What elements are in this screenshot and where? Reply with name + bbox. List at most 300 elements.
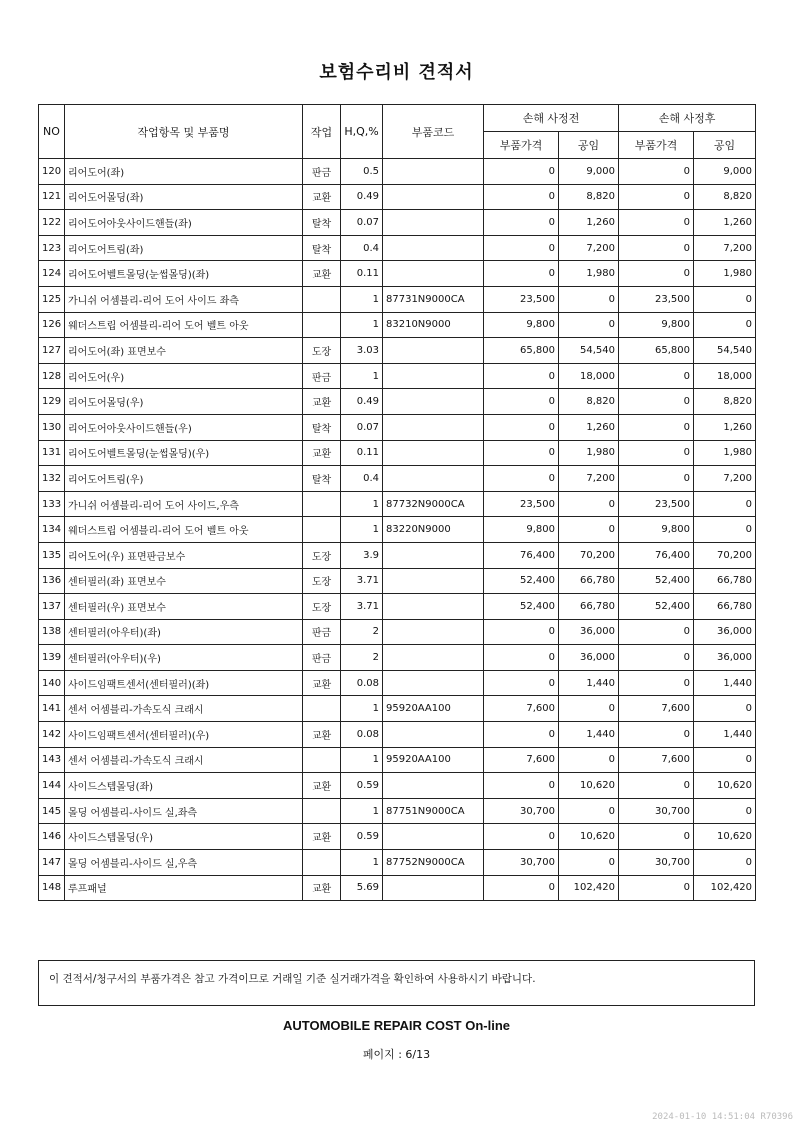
row-before-labor: 1,980 [559,440,619,466]
header-before-part-price: 부품가격 [484,132,559,159]
row-part-code: 95920AA100 [383,747,484,773]
row-part-code [383,159,484,185]
row-after-labor: 66,780 [694,594,756,620]
row-before-labor: 0 [559,312,619,338]
price-notice: 이 견적서/청구서의 부품가격은 참고 가격이므로 거래일 기준 실거래가격을 확인하여 사용하시기 바랍니다. [38,960,755,1006]
row-no: 126 [39,312,65,338]
row-work [303,850,341,876]
row-item-name: 웨더스트립 어셈블리-리어 도어 벨트 아웃 [65,517,303,543]
row-hq: 3.71 [341,594,383,620]
table-row [39,363,756,389]
header-before-labor: 공임 [559,132,619,159]
row-before-part-price: 9,800 [484,517,559,543]
row-after-part-price: 30,700 [619,850,694,876]
row-before-part-price: 0 [484,440,559,466]
row-item-name: 몰딩 어셈블리-사이드 실,우측 [65,850,303,876]
row-part-code [383,645,484,671]
row-part-code [383,824,484,850]
row-after-labor: 36,000 [694,619,756,645]
row-hq: 0.07 [341,210,383,236]
row-part-code [383,619,484,645]
row-after-labor: 0 [694,491,756,517]
table-row [39,491,756,517]
row-part-code [383,542,484,568]
table-row [39,517,756,543]
row-hq: 2 [341,619,383,645]
row-before-labor: 0 [559,696,619,722]
row-no: 127 [39,338,65,364]
row-work: 탈착 [303,210,341,236]
row-before-part-price: 0 [484,235,559,261]
row-work [303,798,341,824]
row-work: 교환 [303,773,341,799]
row-part-code [383,568,484,594]
row-hq: 3.71 [341,568,383,594]
row-before-part-price: 23,500 [484,286,559,312]
row-before-part-price: 0 [484,645,559,671]
row-after-labor: 0 [694,850,756,876]
row-item-name: 사이드임팩트센서(센터필러)(좌) [65,670,303,696]
header-item: 작업항목 및 부품명 [65,105,303,159]
row-before-part-price: 76,400 [484,542,559,568]
row-hq: 3.9 [341,542,383,568]
table-row [39,875,756,901]
row-work: 도장 [303,568,341,594]
row-hq: 1 [341,517,383,543]
table-row [39,594,756,620]
header-before-assessment: 손해 사정전 [484,105,619,132]
row-after-labor: 36,000 [694,645,756,671]
row-before-part-price: 65,800 [484,338,559,364]
row-after-labor: 1,440 [694,722,756,748]
row-work: 교환 [303,875,341,901]
row-part-code [383,773,484,799]
table-row [39,850,756,876]
row-work: 탈착 [303,466,341,492]
row-work: 교환 [303,824,341,850]
row-item-name: 리어도어아웃사이드핸들(우) [65,414,303,440]
row-after-part-price: 7,600 [619,696,694,722]
row-after-part-price: 0 [619,159,694,185]
row-before-labor: 66,780 [559,568,619,594]
row-before-part-price: 30,700 [484,798,559,824]
row-before-labor: 36,000 [559,645,619,671]
row-before-labor: 18,000 [559,363,619,389]
row-hq: 1 [341,696,383,722]
row-part-code [383,875,484,901]
table-row [39,286,756,312]
row-after-part-price: 9,800 [619,312,694,338]
row-no: 123 [39,235,65,261]
row-item-name: 센터필러(아우터)(우) [65,645,303,671]
row-before-part-price: 0 [484,670,559,696]
row-before-part-price: 7,600 [484,696,559,722]
row-before-part-price: 0 [484,159,559,185]
row-after-part-price: 0 [619,389,694,415]
row-no: 146 [39,824,65,850]
row-before-labor: 8,820 [559,389,619,415]
row-hq: 0.49 [341,184,383,210]
row-after-part-price: 0 [619,645,694,671]
table-row [39,184,756,210]
row-before-part-price: 0 [484,184,559,210]
row-no: 122 [39,210,65,236]
row-before-part-price: 0 [484,773,559,799]
row-before-part-price: 0 [484,722,559,748]
table-row [39,773,756,799]
row-after-labor: 1,260 [694,210,756,236]
row-after-part-price: 0 [619,466,694,492]
row-hq: 0.07 [341,414,383,440]
row-before-labor: 10,620 [559,773,619,799]
row-hq: 2 [341,645,383,671]
row-before-labor: 1,440 [559,670,619,696]
row-after-labor: 102,420 [694,875,756,901]
table-row [39,568,756,594]
row-no: 129 [39,389,65,415]
row-before-labor: 0 [559,850,619,876]
row-no: 132 [39,466,65,492]
row-after-part-price: 0 [619,670,694,696]
row-before-labor: 70,200 [559,542,619,568]
row-part-code [383,414,484,440]
row-work [303,517,341,543]
row-after-part-price: 9,800 [619,517,694,543]
row-no: 142 [39,722,65,748]
table-row [39,619,756,645]
row-hq: 1 [341,363,383,389]
row-part-code [383,363,484,389]
row-after-labor: 8,820 [694,389,756,415]
row-work: 판금 [303,363,341,389]
row-work: 교환 [303,389,341,415]
row-item-name: 리어도어아웃사이드핸들(좌) [65,210,303,236]
row-item-name: 리어도어(우) 표면판금보수 [65,542,303,568]
row-after-labor: 66,780 [694,568,756,594]
row-hq: 3.03 [341,338,383,364]
footer-title: AUTOMOBILE REPAIR COST On-line [282,1018,511,1033]
row-item-name: 사이드임팩트센서(센터필러)(우) [65,722,303,748]
row-after-part-price: 23,500 [619,286,694,312]
row-before-part-price: 52,400 [484,568,559,594]
row-item-name: 센터필러(아우터)(좌) [65,619,303,645]
row-before-part-price: 0 [484,414,559,440]
row-part-code: 83220N9000 [383,517,484,543]
row-part-code [383,440,484,466]
row-hq: 1 [341,491,383,517]
row-item-name: 리어도어몰딩(우) [65,389,303,415]
table-row [39,722,756,748]
row-before-labor: 1,260 [559,210,619,236]
row-before-labor: 0 [559,798,619,824]
row-no: 139 [39,645,65,671]
table-row [39,210,756,236]
row-after-part-price: 0 [619,184,694,210]
row-hq: 1 [341,312,383,338]
row-no: 144 [39,773,65,799]
row-part-code: 87731N9000CA [383,286,484,312]
row-before-labor: 1,980 [559,261,619,287]
row-after-part-price: 7,600 [619,747,694,773]
row-part-code [383,594,484,620]
header-work: 작업 [303,105,341,159]
row-item-name: 사이드스텝몰딩(좌) [65,773,303,799]
table-row [39,389,756,415]
row-hq: 1 [341,286,383,312]
table-row [39,696,756,722]
row-no: 136 [39,568,65,594]
row-after-labor: 18,000 [694,363,756,389]
row-before-part-price: 0 [484,261,559,287]
row-part-code [383,389,484,415]
row-part-code [383,670,484,696]
row-hq: 1 [341,850,383,876]
row-hq: 0.4 [341,235,383,261]
row-after-labor: 0 [694,312,756,338]
row-no: 120 [39,159,65,185]
row-no: 147 [39,850,65,876]
row-no: 134 [39,517,65,543]
row-before-part-price: 7,600 [484,747,559,773]
row-after-part-price: 0 [619,722,694,748]
row-work [303,491,341,517]
row-work: 도장 [303,594,341,620]
row-before-labor: 0 [559,286,619,312]
row-no: 135 [39,542,65,568]
row-after-labor: 0 [694,517,756,543]
row-work: 도장 [303,338,341,364]
row-after-labor: 10,620 [694,773,756,799]
row-work: 판금 [303,645,341,671]
row-hq: 0.08 [341,670,383,696]
row-work: 판금 [303,159,341,185]
row-item-name: 리어도어트림(좌) [65,235,303,261]
table-row [39,542,756,568]
header-after-assessment: 손해 사정후 [619,105,756,132]
row-no: 137 [39,594,65,620]
row-item-name: 센서 어셈블리-가속도식 크래시 [65,747,303,773]
row-after-labor: 8,820 [694,184,756,210]
row-hq: 0.49 [341,389,383,415]
row-after-labor: 1,980 [694,261,756,287]
row-before-part-price: 0 [484,875,559,901]
row-work: 도장 [303,542,341,568]
header-part-code: 부품코드 [383,105,484,159]
row-after-part-price: 0 [619,363,694,389]
row-no: 125 [39,286,65,312]
row-hq: 0.11 [341,440,383,466]
row-hq: 1 [341,798,383,824]
row-item-name: 루프패널 [65,875,303,901]
row-work: 탈착 [303,235,341,261]
row-work: 교환 [303,440,341,466]
row-item-name: 사이드스텝몰딩(우) [65,824,303,850]
row-item-name: 리어도어(좌) [65,159,303,185]
table-row [39,798,756,824]
table-row [39,645,756,671]
row-part-code [383,466,484,492]
row-part-code: 87751N9000CA [383,798,484,824]
row-item-name: 가니쉬 어셈블리-리어 도어 사이드 좌측 [65,286,303,312]
row-item-name: 센터필러(좌) 표면보수 [65,568,303,594]
table-row [39,414,756,440]
row-hq: 0.59 [341,824,383,850]
row-work: 판금 [303,619,341,645]
row-no: 133 [39,491,65,517]
row-after-part-price: 52,400 [619,568,694,594]
row-after-part-price: 0 [619,619,694,645]
header-after-part-price: 부품가격 [619,132,694,159]
row-before-labor: 36,000 [559,619,619,645]
row-before-part-price: 0 [484,824,559,850]
row-item-name: 센서 어셈블리-가속도식 크래시 [65,696,303,722]
row-part-code [383,235,484,261]
row-item-name: 웨더스트립 어셈블리-리어 도어 벨트 아웃 [65,312,303,338]
row-hq: 0.5 [341,159,383,185]
row-after-part-price: 30,700 [619,798,694,824]
row-no: 148 [39,875,65,901]
row-before-part-price: 0 [484,210,559,236]
row-no: 141 [39,696,65,722]
header-no: NO [39,105,65,159]
row-after-labor: 0 [694,747,756,773]
estimate-table [38,104,756,901]
header-hq: H,Q,% [341,105,383,159]
table-row [39,670,756,696]
row-before-part-price: 52,400 [484,594,559,620]
document-title: 보험수리비 견적서 [319,62,474,83]
row-before-labor: 7,200 [559,466,619,492]
row-item-name: 리어도어트림(우) [65,466,303,492]
row-hq: 0.4 [341,466,383,492]
row-before-labor: 54,540 [559,338,619,364]
row-part-code: 95920AA100 [383,696,484,722]
row-hq: 5.69 [341,875,383,901]
row-item-name: 리어도어벨트몰딩(눈썹몰딩)(우) [65,440,303,466]
row-before-labor: 9,000 [559,159,619,185]
row-work: 교환 [303,722,341,748]
row-after-part-price: 52,400 [619,594,694,620]
row-part-code [383,184,484,210]
row-item-name: 몰딩 어셈블리-사이드 실,좌측 [65,798,303,824]
row-item-name: 가니쉬 어셈블리-리어 도어 사이드,우측 [65,491,303,517]
row-no: 138 [39,619,65,645]
row-no: 130 [39,414,65,440]
row-work [303,696,341,722]
row-part-code [383,338,484,364]
row-after-part-price: 0 [619,210,694,236]
row-before-part-price: 23,500 [484,491,559,517]
row-after-part-price: 23,500 [619,491,694,517]
row-part-code [383,210,484,236]
table-row [39,466,756,492]
estimate-rows [39,159,756,901]
row-after-part-price: 0 [619,773,694,799]
row-after-labor: 10,620 [694,824,756,850]
row-after-part-price: 0 [619,875,694,901]
row-no: 145 [39,798,65,824]
row-after-labor: 9,000 [694,159,756,185]
row-no: 121 [39,184,65,210]
row-after-part-price: 76,400 [619,542,694,568]
row-before-labor: 7,200 [559,235,619,261]
row-before-part-price: 9,800 [484,312,559,338]
row-after-part-price: 65,800 [619,338,694,364]
row-work [303,312,341,338]
row-hq: 1 [341,747,383,773]
row-work: 교환 [303,670,341,696]
row-after-labor: 54,540 [694,338,756,364]
row-hq: 0.08 [341,722,383,748]
table-row [39,440,756,466]
row-before-part-price: 0 [484,363,559,389]
row-no: 128 [39,363,65,389]
page-number: 페이지 : 6/13 [362,1048,431,1061]
row-before-labor: 10,620 [559,824,619,850]
row-before-labor: 0 [559,491,619,517]
row-after-part-price: 0 [619,414,694,440]
row-part-code: 83210N9000 [383,312,484,338]
row-work: 탈착 [303,414,341,440]
row-after-labor: 7,200 [694,235,756,261]
row-no: 124 [39,261,65,287]
row-before-labor: 66,780 [559,594,619,620]
row-no: 131 [39,440,65,466]
row-part-code [383,722,484,748]
row-before-part-price: 0 [484,389,559,415]
row-part-code [383,261,484,287]
table-row [39,235,756,261]
row-after-labor: 1,980 [694,440,756,466]
row-before-labor: 1,260 [559,414,619,440]
row-after-part-price: 0 [619,824,694,850]
row-before-labor: 1,440 [559,722,619,748]
row-hq: 0.59 [341,773,383,799]
row-after-labor: 0 [694,798,756,824]
row-before-part-price: 0 [484,619,559,645]
table-row [39,747,756,773]
row-after-labor: 70,200 [694,542,756,568]
row-after-part-price: 0 [619,235,694,261]
row-work [303,286,341,312]
table-row [39,312,756,338]
row-work: 교환 [303,184,341,210]
table-row [39,159,756,185]
row-before-labor: 0 [559,517,619,543]
row-before-labor: 102,420 [559,875,619,901]
header-after-labor: 공임 [694,132,756,159]
row-after-labor: 0 [694,286,756,312]
row-item-name: 리어도어(좌) 표면보수 [65,338,303,364]
row-before-labor: 0 [559,747,619,773]
row-after-labor: 1,260 [694,414,756,440]
row-after-labor: 0 [694,696,756,722]
row-work: 교환 [303,261,341,287]
row-after-labor: 1,440 [694,670,756,696]
row-after-part-price: 0 [619,440,694,466]
row-before-part-price: 30,700 [484,850,559,876]
row-part-code: 87732N9000CA [383,491,484,517]
row-no: 143 [39,747,65,773]
row-before-labor: 8,820 [559,184,619,210]
row-item-name: 센터필러(우) 표면보수 [65,594,303,620]
row-item-name: 리어도어벨트몰딩(눈썹몰딩)(좌) [65,261,303,287]
row-after-labor: 7,200 [694,466,756,492]
row-no: 140 [39,670,65,696]
row-work [303,747,341,773]
row-before-part-price: 0 [484,466,559,492]
table-row [39,338,756,364]
